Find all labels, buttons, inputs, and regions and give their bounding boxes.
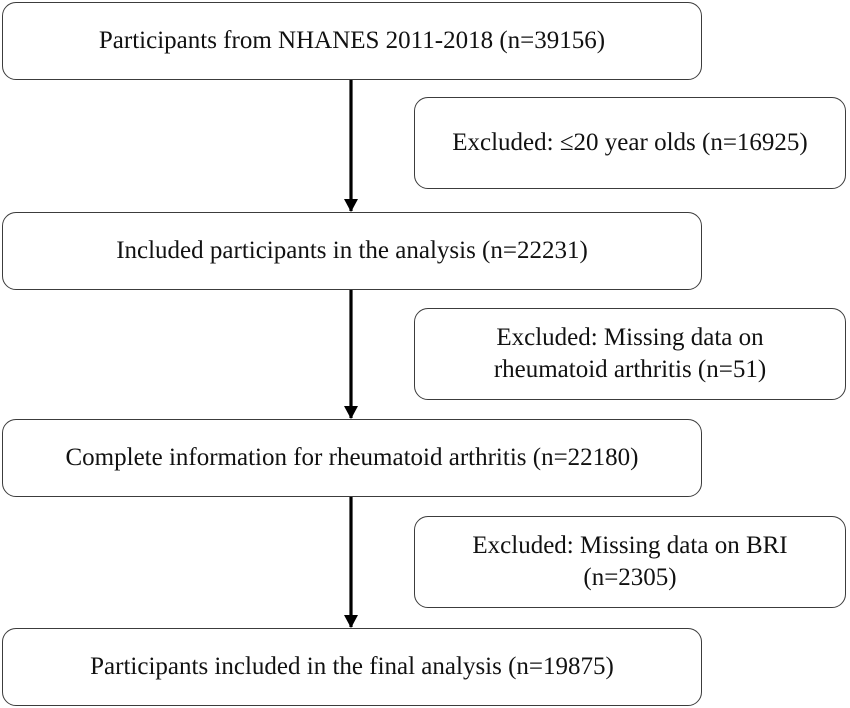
arrowhead-step2 — [344, 199, 358, 212]
step1-box — [2, 2, 702, 80]
exclusion3-box — [414, 516, 846, 608]
step1-label: Participants from NHANES 2011-2018 (n=39156) — [98, 27, 606, 54]
step2-label: Included participants in the analysis (n=22231) — [116, 237, 588, 264]
step3-label: Complete information for rheumatoid arthritis (n=22180) — [65, 444, 639, 471]
exclusion2-line2: rheumatoid arthritis (n=51) — [493, 356, 767, 383]
exclusion3-line2: (n=2305) — [583, 564, 677, 591]
arrowhead-step4 — [344, 615, 358, 628]
exclusion1-box — [414, 97, 846, 189]
arrowhead-step3 — [344, 406, 358, 419]
exclusion1-label: Excluded: ≤20 year olds (n=16925) — [452, 129, 808, 156]
exclusion2-line1: Excluded: Missing data on — [496, 324, 764, 351]
exclusion2-box — [414, 308, 846, 400]
step4-label: Participants included in the final analysis (n=19875) — [90, 653, 614, 680]
step4-box — [2, 628, 702, 706]
step3-box — [2, 419, 702, 497]
step2-box — [2, 212, 702, 290]
exclusion3-line1: Excluded: Missing data on BRI — [472, 532, 788, 559]
